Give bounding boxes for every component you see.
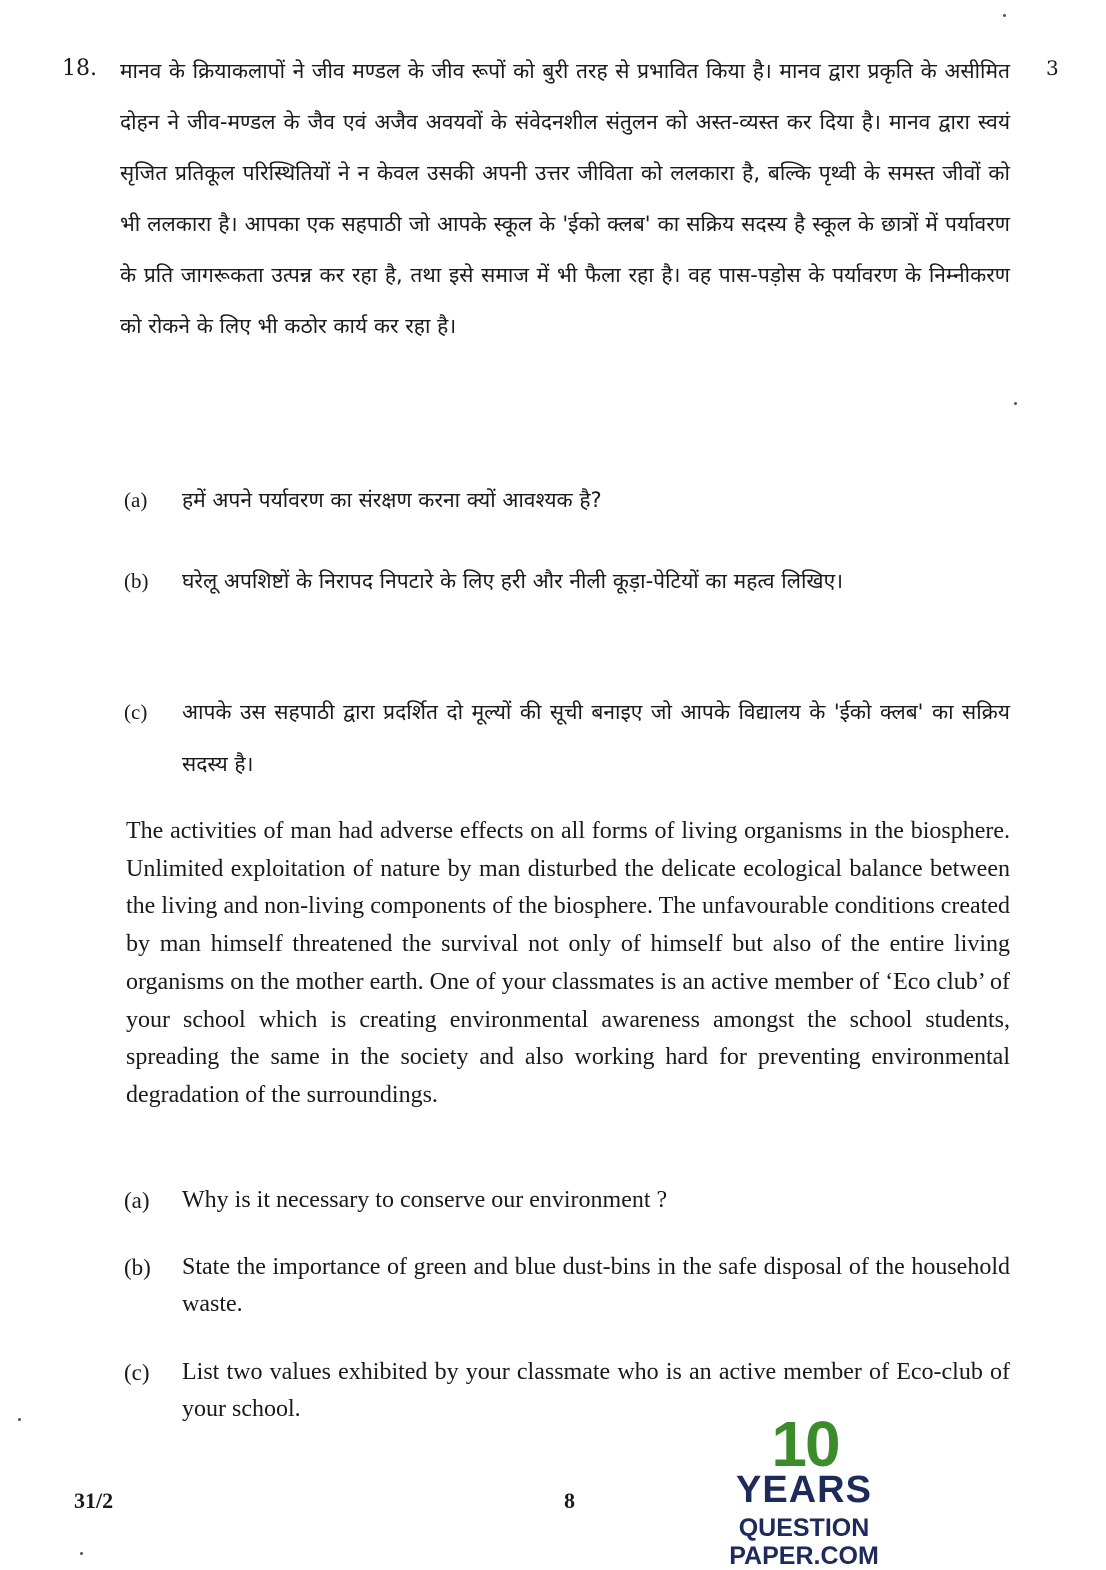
subpart-label: (c): [124, 1360, 150, 1385]
subpart-label: (a): [124, 1188, 150, 1213]
scan-speck: [1003, 14, 1006, 17]
subpart-label: (c): [124, 700, 148, 724]
paper-code: 31/2: [74, 1488, 114, 1513]
subpart-text: हमें अपने पर्यावरण का संरक्षण करना क्यों आवश्यक है?: [182, 488, 602, 512]
subpart-text: घरेलू अपशिष्टों के निरापद निपटारे के लिए हरी और नीली कूड़ा-पेटियों का महत्व लिखिए।: [182, 569, 844, 593]
subpart-text: List two values exhibited by your classmate who is an active member of Eco-club of your school.: [182, 1359, 1010, 1422]
subpart-text: आपके उस सहपाठी द्वारा प्रदर्शित दो मूल्यों की सूची बनाइए जो आपके विद्यालय के 'ईको क्लब' का सक्रिय सदस्य है।: [182, 700, 1010, 776]
subpart-text: State the importance of green and blue dust-bins in the safe disposal of the household waste.: [182, 1254, 1010, 1317]
scan-speck: [1014, 402, 1017, 405]
subpart-label: (b): [124, 569, 149, 593]
question-marks: 3: [1046, 56, 1059, 80]
subpart-label: (a): [124, 488, 148, 512]
subpart-text: Why is it necessary to conserve our environment ?: [182, 1187, 668, 1213]
scan-speck: [80, 1552, 83, 1555]
english-paragraph: The activities of man had adverse effects on all forms of living organisms in the biosphere. Unlimited exploitation of nature by man disturbed the delicate ecological balance between the living and non-living components of the biosphere. The unfavourable conditions created by man himself threatened the survival not only of himself but also of the entire living organisms on the mother earth. One of your classmates is an active member of ‘Eco club’ of your school which is creating environmental awareness amongst the school students, spreading the same in the society and also working hard for preventing environmental degradation of the surroundings.: [126, 818, 1010, 1108]
subpart-label: (b): [124, 1255, 151, 1280]
logo-site: QUESTION PAPER.COM: [729, 1514, 879, 1570]
logo-years: YEARS: [736, 1469, 872, 1511]
scan-speck: [18, 1418, 21, 1421]
site-logo: [664, 1408, 944, 1570]
question-number: 18.: [62, 56, 97, 81]
page-number: 8: [564, 1488, 575, 1513]
logo-number: 10: [771, 1408, 839, 1480]
hindi-paragraph: मानव के क्रियाकलापों ने जीव मण्डल के जीव रूपों को बुरी तरह से प्रभावित किया है। मानव द्वारा प्रकृति के असीमित दोहन ने जीव-मण्डल के जैव एवं अजैव अवयवों के संवेदनशील संतुलन को अस्त-व्यस्त कर दिया है। मानव द्वारा स्वयं सृजित प्रतिकूल परिस्थितियों ने न केवल उसकी अपनी उत्तर जीविता को ललकारा है, बल्कि पृथ्वी के समस्त जीवों को भी ललकारा है। आपका एक सहपाठी जो आपके स्कूल के 'ईको क्लब' का सक्रिय सदस्य है स्कूल के छात्रों में पर्यावरण के प्रति जागरूकता उत्पन्न कर रहा है, तथा इसे समाज में भी फैला रहा है। वह पास-पड़ोस के पर्यावरण के निम्नीकरण को रोकने के लिए भी कठोर कार्य कर रहा है।: [120, 59, 1010, 338]
